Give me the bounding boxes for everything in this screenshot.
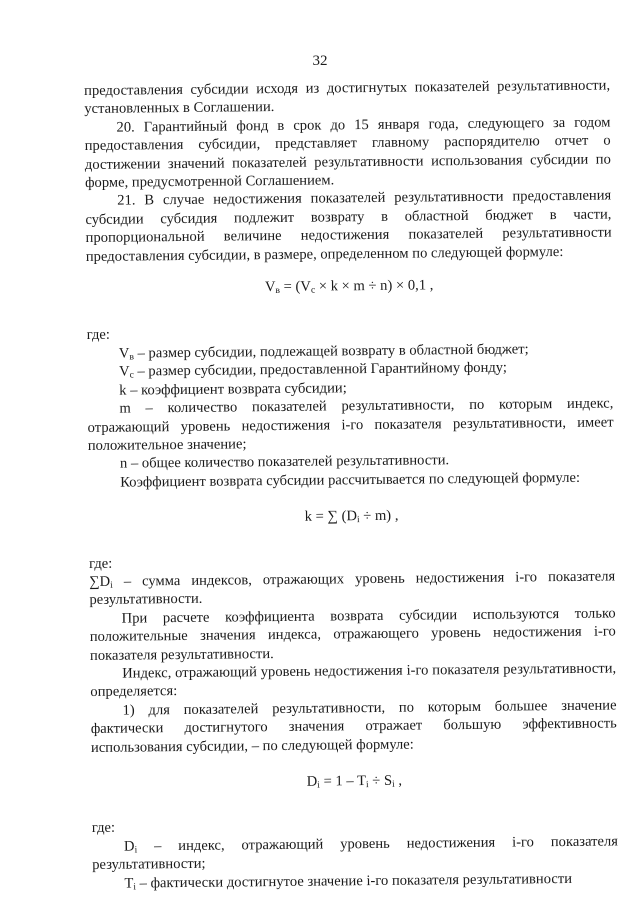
paragraph-subsidy-basis: предоставления субсидии исходя из достигнутых показателей результативности, установленных в Соглашении. bbox=[84, 77, 611, 118]
definition-vv: $V_в$ – размер субсидии, подлежащей возврату в областной бюджет; bbox=[118, 341, 529, 363]
definition-vc: $V_с$ – размер субсидии, предоставленной Гарантийному фонду; bbox=[118, 359, 508, 381]
formula-index: $D_i = 1 - T_i \div S_i$ , bbox=[306, 772, 403, 791]
definition-n: n – общее количество показателей результативности. bbox=[119, 452, 450, 472]
definition-m: m – количество показателей результативности, по которым индекс, отражающий уровень недостижения i-го показателя результативности, имеет положительное значение; bbox=[87, 395, 614, 454]
document-body bbox=[84, 76, 618, 892]
formula-coefficient: k = ∑ $(D_i \div m)$ , bbox=[304, 507, 399, 526]
formula-return-amount: $V_в = (V_с \times k \times m \div n) \times 0,1$ , bbox=[264, 277, 434, 297]
paragraph-index: Индекс, отражающий уровень недостижения i-го показателя результативности, определяется: bbox=[90, 660, 617, 701]
coefficient-intro: Коэффициент возврата субсидии рассчитывается по следующей формуле: bbox=[120, 469, 581, 491]
where-label: где: bbox=[86, 327, 110, 344]
paragraph-calculation: При расчете коэффициента возврата субсидии используются только положительные значения индекса, отражающего уровень недостижения i-го показателя результативности. bbox=[89, 605, 616, 664]
list-item-1: 1) для показателей результативности, по которым большее значение фактически достигнутого значения отражает большую эффективность использования субсидии, – по следующей формуле: bbox=[90, 697, 617, 756]
where-label-3: где: bbox=[91, 820, 116, 837]
definition-sum-di: $\sum D_i$ – сумма индексов, отражающих уровень недостижения i-го показателя результативности. bbox=[89, 568, 616, 609]
paragraph-21: 21. В случае недостижения показателей результативности предоставления субсидии субсидия подлежит возврату в областной бюджет в части, пропорциональной величине недостижения показателей результативности предоставления субсидии, в размере, определенном по следующей формуле: bbox=[85, 187, 612, 265]
definition-di: $D_i$ – индекс, отражающий уровень недостижения i-го показателя результативности; bbox=[92, 833, 619, 874]
page-number: 32 bbox=[312, 53, 328, 69]
paragraph-20: 20. Гарантийный фонд в срок до 15 января года, следующего за годом предоставления субсидии, представляет главному распорядителю отчет о достижении значений показателей результативности использования субсидии по форме, предусмотренной Соглашением. bbox=[84, 114, 611, 192]
where-label-2: где: bbox=[88, 555, 113, 572]
definition-k: k – коэффициент возврата субсидии; bbox=[119, 379, 347, 399]
definition-ti: $T_i$ – фактически достигнутое значение i-го показателя результативности bbox=[124, 870, 573, 893]
